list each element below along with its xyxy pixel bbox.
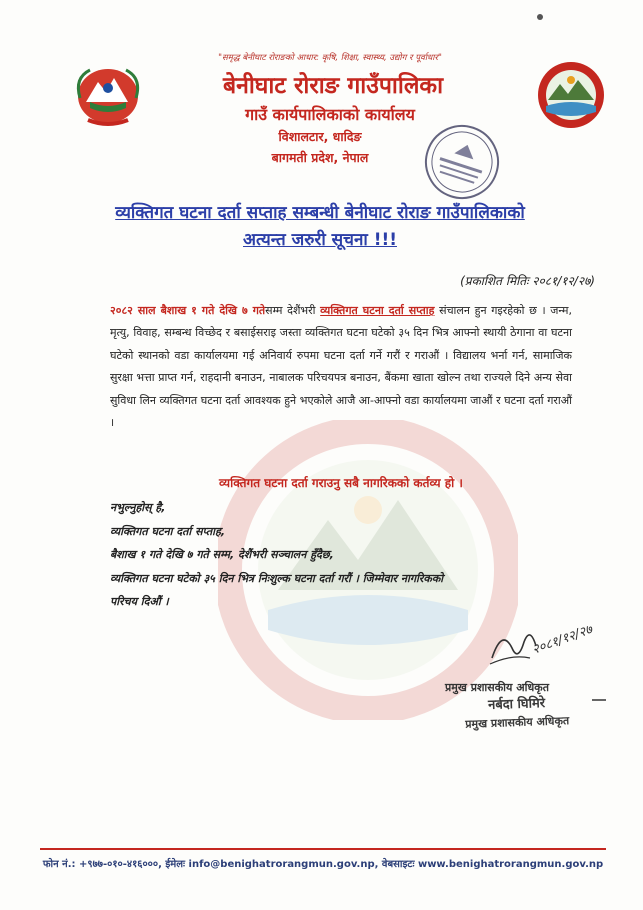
notice-title: व्यक्तिगत घटना दर्ता सप्ताह सम्बन्धी बेनीघाट रोराङ गाउँपालिकाको अत्यन्त जरुरी सूचना !!!	[115, 203, 525, 250]
office-name: गाउँ कार्यपालिकाको कार्यालय	[245, 105, 415, 124]
handwritten-date: २०८१/१२/२७	[530, 622, 595, 658]
duty-statement: व्यक्तिगत घटना दर्ता गराउनु सबै नागरिकको कर्तव्य हो ।	[219, 476, 463, 490]
reminder-line: बैशाख १ गते देखि ७ गते सम्म, देशैंभरी सञ्चालन हुँदैछ,	[110, 548, 334, 561]
reminder-line: परिचय दिऔं ।	[110, 595, 169, 608]
motto: "समृद्ध बेनीघाट रोराङको आधार: कृषि, शिक्षा, स्वास्थ्य, उद्योग र पूर्वाधार"	[218, 53, 442, 63]
government-emblem-icon	[68, 58, 148, 128]
body-text-1: सम्म देशैंभरी	[265, 304, 321, 317]
handwritten-signature	[472, 618, 602, 684]
footer-divider	[40, 848, 606, 850]
municipality-logo-icon	[536, 60, 606, 130]
address-line-2: बागमती प्रदेश, नेपाल	[271, 150, 369, 165]
signature-mark	[592, 699, 606, 701]
published-date: (प्रकाशित मितिः २०८१/१२/२७)	[460, 274, 595, 288]
body-text-2: संचालन हुन गइरहेको छ । जन्म, मृत्यु, विवाह, सम्बन्ध विच्छेद र बसाईसराइ जस्ता व्यक्तिगत घटना घटेको ३५ दिन भित्र आफ्नो स्थायी ठेगाना वा घटना घटेको स्थानको वडा कार्यालयमा गई अनिवार्य रुपमा घटना दर्ता गर्ने गरौं र गराऔं । विद्यालय भर्ना गर्न, सामाजिक सुरक्षा भत्ता प्राप्त गर्न, राहदानी बनाउन, नाबालक परिचयपत्र बनाउन, बैंकमा खाता खोल्न तथा राज्यले दिने अन्य सेवा सुविधा लिन व्यक्तिगत घटना दर्ता आवश्यक हुने भएकोले आजै आ-आफ्नो वडा कार्यालयमा जाऔं र घटना दर्ता गराऔं ।	[110, 304, 572, 430]
org-name: बेनीघाट रोराङ गाउँपालिका	[222, 73, 444, 99]
reminder-line: व्यक्तिगत घटना दर्ता सप्ताह,	[110, 524, 226, 538]
date-range-highlight: २०८२ साल बैशाख १ गते देखि ७ गते	[110, 304, 266, 317]
name-stamp	[451, 692, 582, 741]
reminder-line: व्यक्तिगत घटना घटेको ३५ दिन भित्र निःशुल्क घटना दर्ता गरौं । जिम्मेवार नागरिकको	[110, 571, 444, 585]
reminder-line: नभुल्नुहोस् है,	[110, 501, 166, 514]
address-line-1: विशालटार, धादिङ	[278, 129, 362, 144]
signatory-title: प्रमुख प्रशासकीय अधिकृत	[445, 681, 549, 694]
reminder-block	[110, 496, 580, 614]
footer-contact: फोन नं.: +९७७-०१०-४१६०००, ईमेलः info@benighatrorangmun.gov.np, वेबसाइटः www.benighatrorangmun.gov.np	[42, 859, 604, 870]
ink-dot	[537, 14, 543, 20]
notice-body	[110, 300, 572, 434]
event-week-highlight: व्यक्तिगत घटना दर्ता सप्ताह	[320, 304, 435, 317]
officer-designation: प्रमुख प्रशासकीय अधिकृत	[465, 714, 570, 731]
office-stamp-icon	[412, 118, 512, 206]
officer-name: नर्बदा घिमिरे	[487, 696, 546, 713]
